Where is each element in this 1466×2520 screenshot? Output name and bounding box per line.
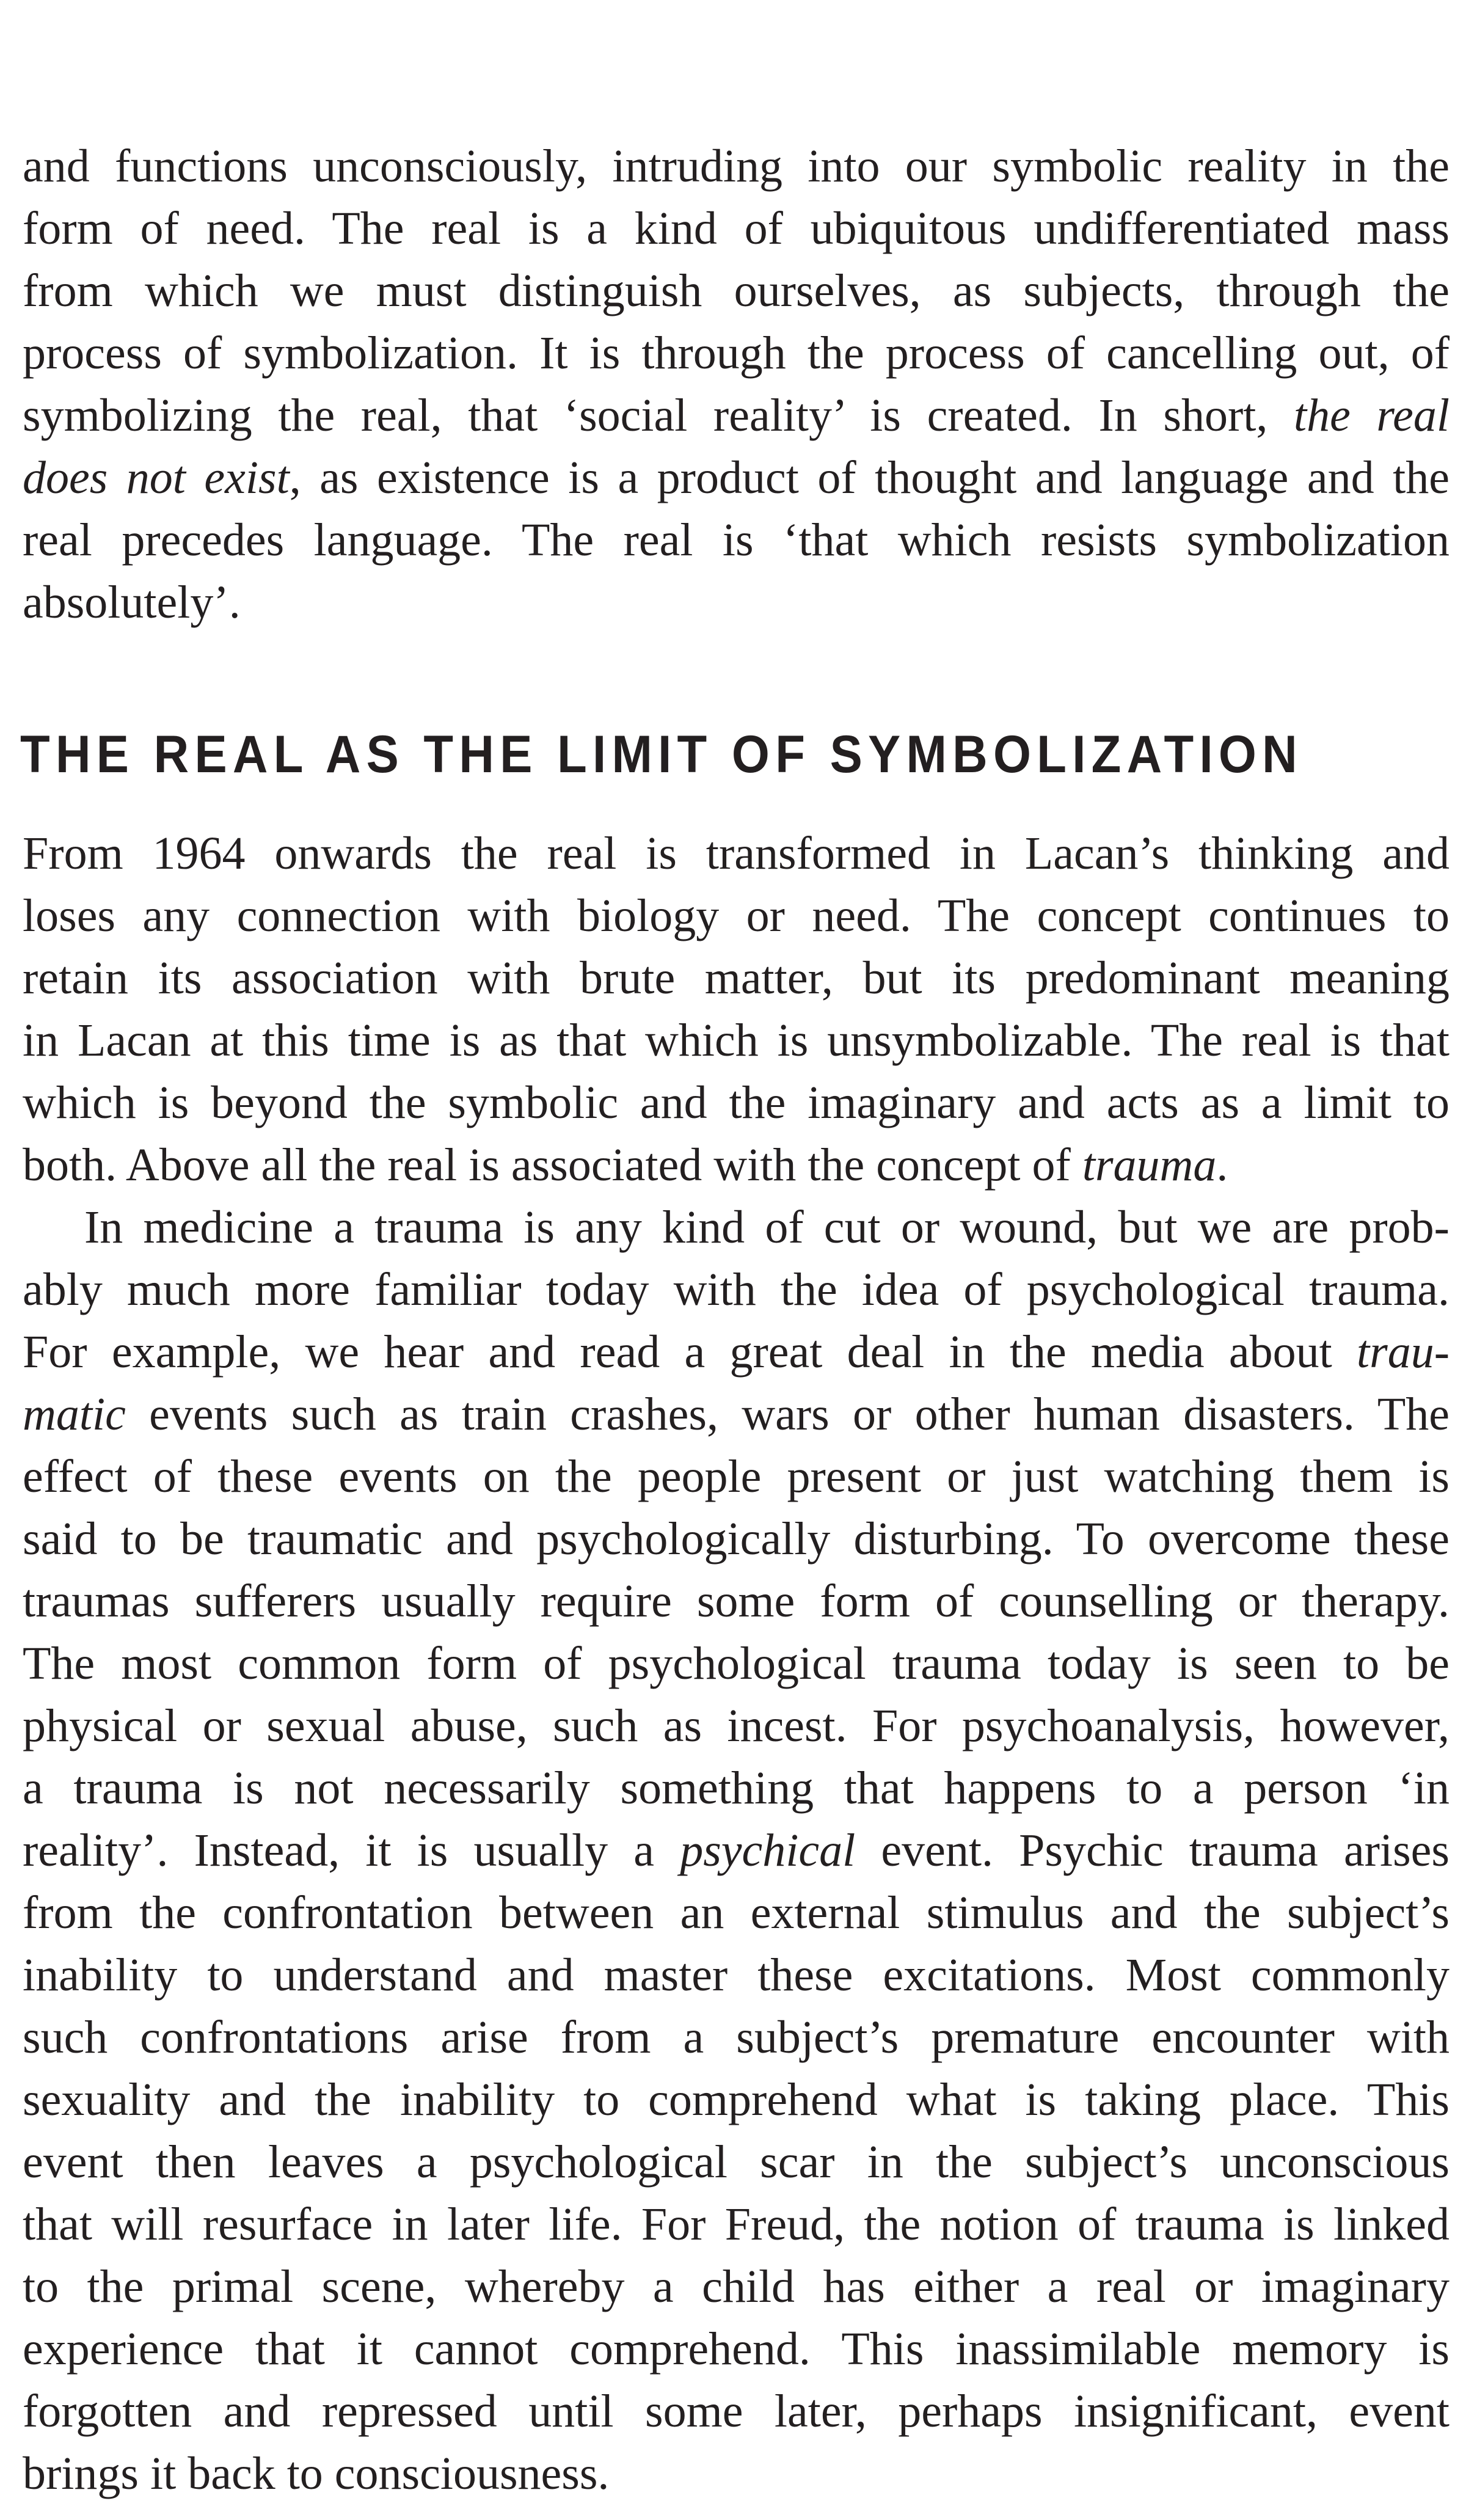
text-segment: For example, we hear and read a great deal in the media about	[23, 1326, 1357, 1378]
text-segment: effect of these events on the people present or just watching them is	[23, 1451, 1450, 1502]
text-line	[23, 1944, 1450, 2006]
text-segment: brings it back to consciousness.	[23, 2448, 610, 2499]
text-segment: both. Above all the real is associated with the concept of	[23, 1139, 1082, 1191]
text-segment: ably much more familiar today with the idea of psychological trauma.	[23, 1264, 1450, 1315]
emphasis-text: trauma	[1082, 1139, 1217, 1191]
text-line	[23, 1508, 1450, 1570]
text-segment: that will resurface in later life. For Freud, the notion of trauma is linked	[23, 2199, 1450, 2250]
text-line	[23, 1757, 1450, 1819]
text-segment: traumas sufferers usually require some form of counselling or therapy.	[23, 1576, 1450, 1627]
text-segment: absolutely’.	[23, 577, 241, 628]
text-line	[23, 1321, 1450, 1383]
text-segment: and functions unconsciously, intruding into our symbolic reality in the	[23, 141, 1450, 192]
text-segment: process of symbolization. It is through the process of cancelling out, of	[23, 327, 1450, 379]
text-line	[23, 571, 1450, 634]
text-segment: form of need. The real is a kind of ubiquitous undifferentiated mass	[23, 203, 1450, 254]
text-segment: symbolizing the real, that ‘social reality’ is created. In short,	[23, 390, 1294, 441]
text-line	[23, 2131, 1450, 2193]
text-segment: sexuality and the inability to comprehend what is taking place. This	[23, 2074, 1450, 2125]
text-segment: experience that it cannot comprehend. This inassimilable memory is	[23, 2323, 1450, 2375]
emphasis-text: the real	[1293, 390, 1450, 441]
text-segment: a trauma is not necessarily something that happens to a person ‘in	[23, 1762, 1450, 1814]
text-segment: forgotten and repressed until some later, perhaps insignificant, event	[23, 2386, 1450, 2437]
text-segment: real precedes language. The real is ‘that which resists symbolization	[23, 514, 1450, 566]
text-segment: which is beyond the symbolic and the imaginary and acts as a limit to	[23, 1077, 1450, 1128]
text-segment: from which we must distinguish ourselves, as subjects, through the	[23, 265, 1450, 316]
text-segment: event. Psychic trauma arises	[855, 1825, 1450, 1876]
text-line	[23, 1882, 1450, 1944]
text-line	[23, 2442, 1450, 2505]
text-line	[23, 384, 1450, 447]
text-segment: reality’. Instead, it is usually a	[23, 1825, 680, 1876]
text-line	[23, 260, 1450, 322]
text-line	[23, 2193, 1450, 2255]
text-line	[23, 1009, 1450, 1072]
text-segment: to the primal scene, whereby a child has either a real or imaginary	[23, 2261, 1450, 2312]
text-line	[23, 1632, 1450, 1695]
text-segment: .	[1216, 1139, 1228, 1191]
text-line	[23, 885, 1450, 947]
text-segment: From 1964 onwards the real is transformed in Lacan’s thinking and	[23, 828, 1450, 879]
section-heading	[20, 727, 1404, 782]
text-segment: events such as train crashes, wars or other human disasters. The	[125, 1389, 1450, 1440]
text-segment: event then leaves a psychological scar in the subject’s unconscious	[23, 2136, 1450, 2188]
emphasis-text: does not exist	[23, 452, 290, 503]
text-line	[23, 322, 1450, 384]
text-line	[23, 1570, 1450, 1632]
text-line	[23, 2318, 1450, 2380]
text-segment: physical or sexual abuse, such as incest. For psychoanalysis, however,	[23, 1700, 1450, 1751]
text-segment: from the confrontation between an external stimulus and the subject’s	[23, 1887, 1450, 1938]
text-line	[23, 197, 1450, 260]
emphasis-text: psychical	[680, 1825, 856, 1876]
text-segment: , as existence is a product of thought and language and the	[289, 452, 1450, 503]
emphasis-text: trau-	[1357, 1326, 1450, 1378]
text-line	[23, 447, 1450, 509]
text-line	[23, 947, 1450, 1009]
text-segment: In medicine a trauma is any kind of cut or wound, but we are prob-	[84, 1202, 1450, 1253]
text-line	[23, 1258, 1450, 1321]
text-line	[23, 509, 1450, 571]
text-segment: retain its association with brute matter, but its predominant meaning	[23, 952, 1450, 1004]
text-segment: The most common form of psychological trauma today is seen to be	[23, 1638, 1450, 1689]
section-heading-text: THE REAL AS THE LIMIT OF SYMBOLIZATION	[20, 725, 1303, 784]
text-segment: in Lacan at this time is as that which is unsymbolizable. The real is that	[23, 1015, 1450, 1066]
text-line	[23, 2069, 1450, 2131]
text-line	[23, 2006, 1450, 2069]
text-line	[23, 1445, 1450, 1508]
text-segment: such confrontations arise from a subject’s premature encounter with	[23, 2012, 1450, 2063]
text-line	[23, 822, 1450, 885]
text-line	[23, 1383, 1450, 1445]
text-line	[23, 1695, 1450, 1757]
text-segment: inability to understand and master these excitations. Most commonly	[23, 1949, 1450, 2001]
text-line	[84, 1196, 1450, 1258]
text-segment: loses any connection with biology or need. The concept continues to	[23, 890, 1450, 941]
text-line	[23, 135, 1450, 197]
emphasis-text: matic	[23, 1389, 126, 1440]
text-segment: said to be traumatic and psychologically disturbing. To overcome these	[23, 1513, 1450, 1565]
text-line	[23, 2255, 1450, 2318]
text-line	[23, 1134, 1450, 1196]
text-line	[23, 1072, 1450, 1134]
text-line	[23, 1819, 1450, 1882]
text-line	[23, 2380, 1450, 2442]
